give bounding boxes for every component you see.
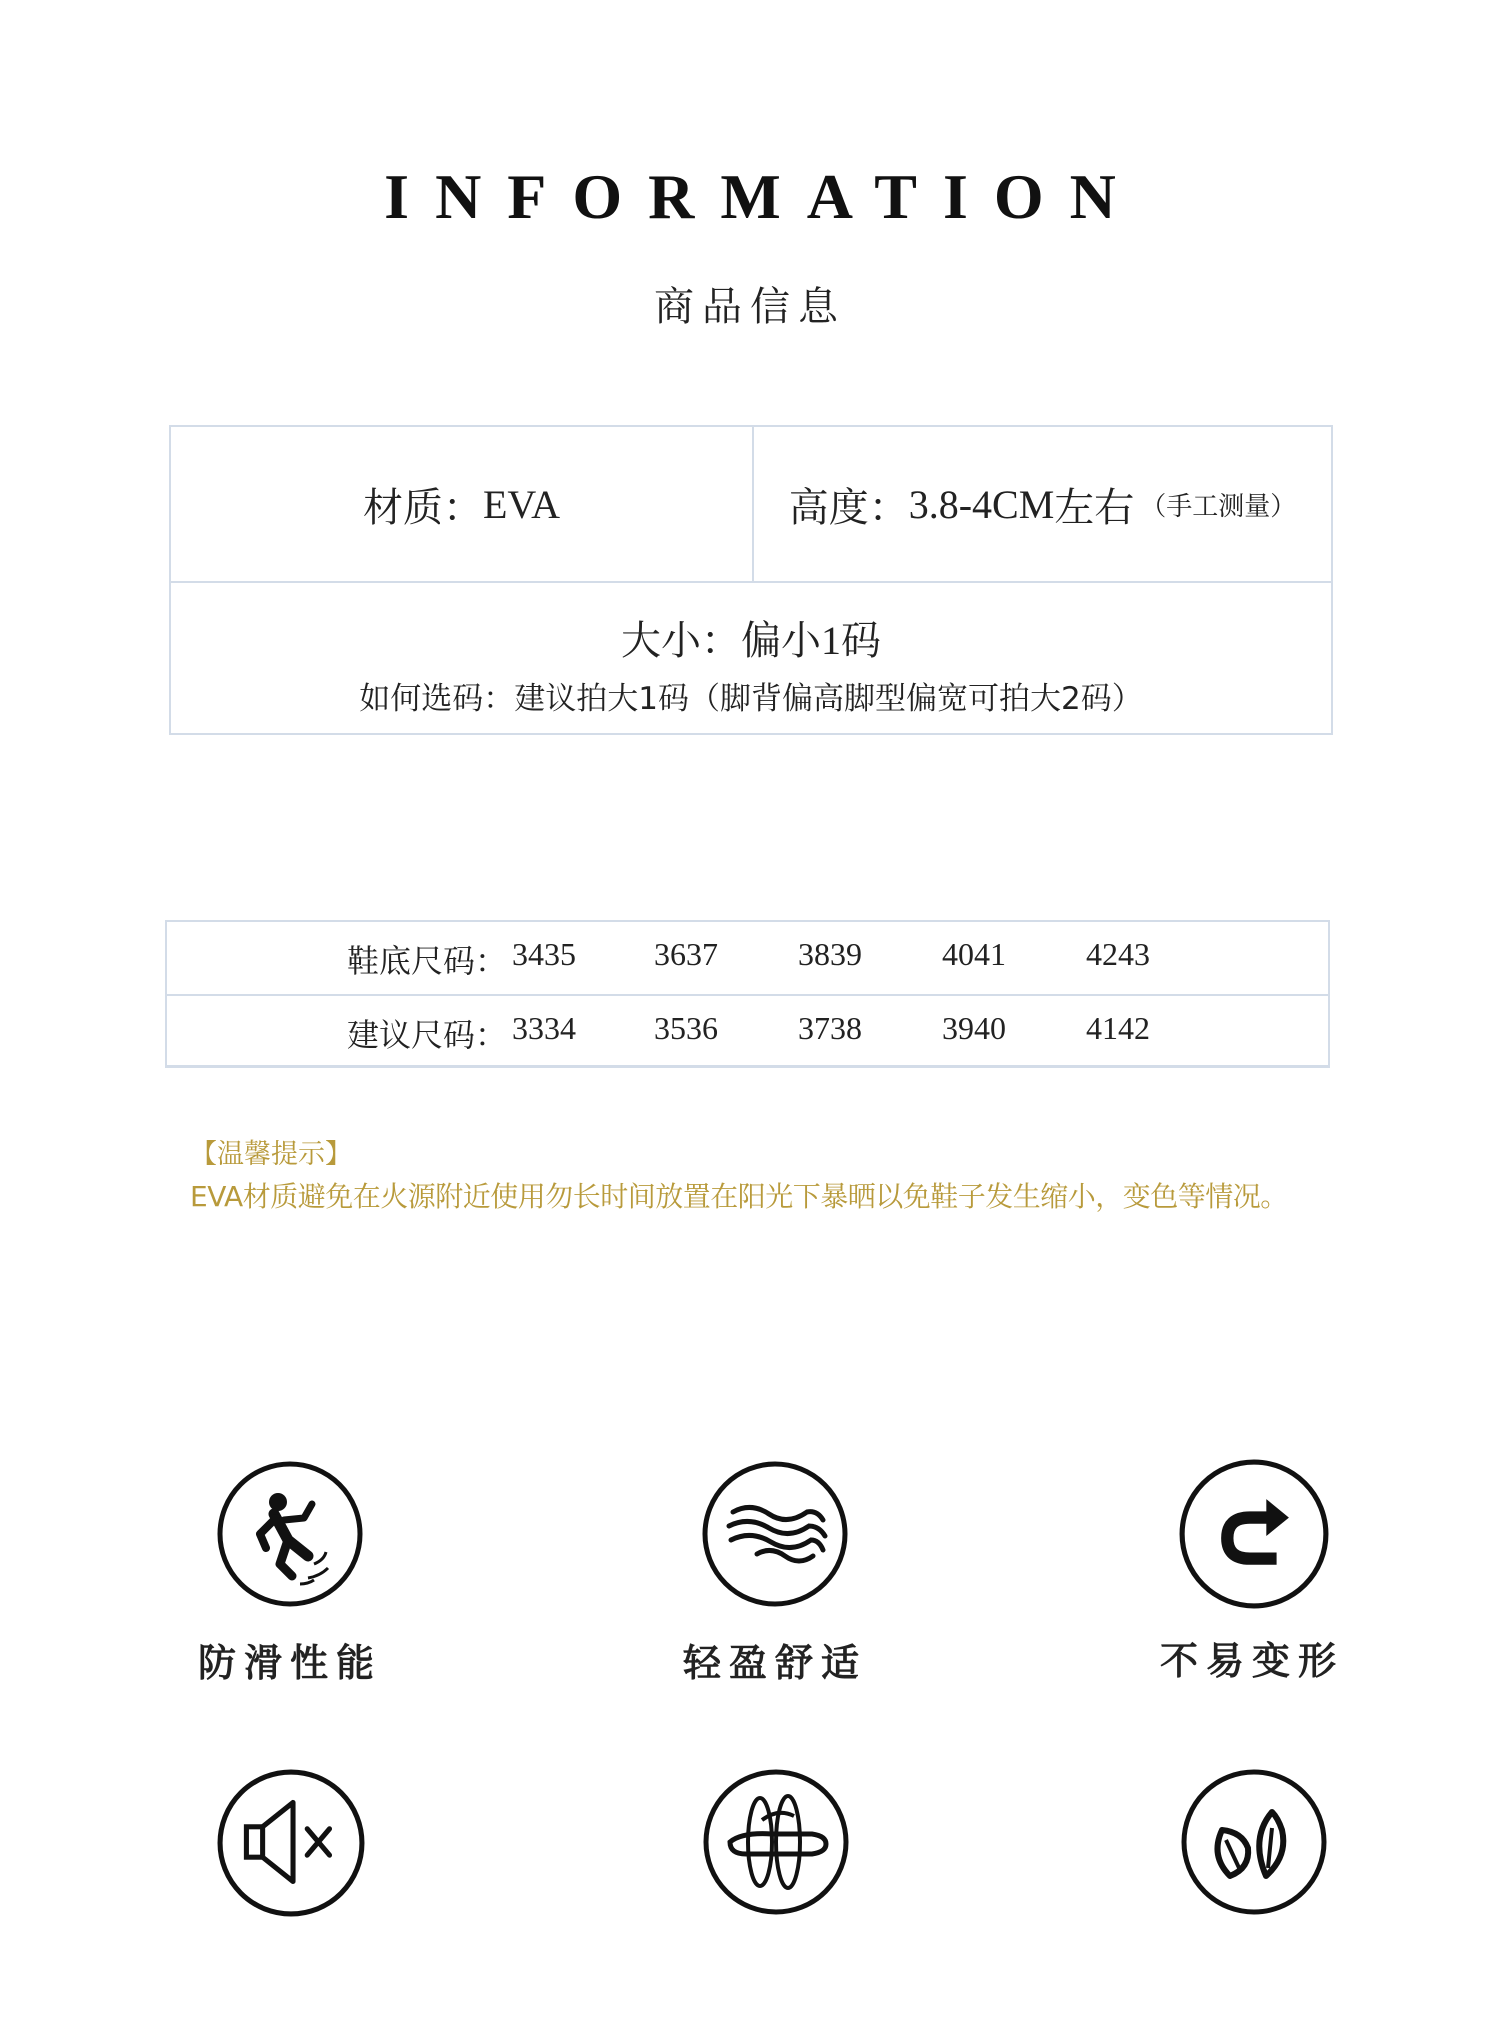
info-row-size	[171, 583, 1331, 733]
feature-anti-slip	[140, 1460, 440, 1720]
material-value: EVA	[482, 481, 561, 527]
material-cell	[171, 427, 754, 581]
size-fit-text	[171, 609, 1331, 666]
feature-eco	[1104, 1768, 1404, 2028]
feature-flexible	[626, 1768, 926, 2028]
feature-shape-retention	[1102, 1458, 1402, 1718]
size-value: 4041	[942, 936, 1006, 972]
size-fit-suffix: 码	[841, 618, 881, 664]
size-fit-value: 1	[821, 618, 841, 663]
size-value: 3536	[654, 1010, 718, 1046]
row-label: 建议尺码：	[347, 1016, 508, 1054]
height-note: （手工测量）	[1140, 491, 1297, 522]
mute-speaker-icon	[216, 1768, 366, 1918]
tip-body: EVA材质避免在火源附近使用勿长时间放置在阳光下暴晒以免鞋子发生缩小，变色等情况。	[190, 1180, 1288, 1213]
info-row-material-height	[171, 427, 1331, 583]
tip-title: 【温馨提示】	[190, 1139, 352, 1170]
size-value: 3435	[512, 936, 576, 972]
height-value: 3.8-4CM	[908, 481, 1055, 527]
size-value: 3637	[654, 936, 718, 972]
feature-label: 不易变形	[1159, 1639, 1344, 1683]
page-title: INFORMATION	[384, 161, 1142, 232]
leaf-icon	[1180, 1768, 1328, 1916]
table-row	[167, 922, 1328, 996]
size-fit-label: 大小：偏小	[621, 618, 821, 664]
feature-label: 防滑性能	[197, 1641, 382, 1685]
product-info-table	[169, 425, 1333, 735]
table-row	[167, 996, 1328, 1068]
flexible-sole-icon	[702, 1768, 850, 1916]
size-value: 4243	[1086, 936, 1150, 972]
feature-silent	[140, 1768, 440, 2028]
feature-label: 轻盈舒适	[682, 1641, 867, 1685]
return-arrow-icon	[1178, 1458, 1330, 1610]
page-subtitle: 商品信息	[654, 284, 846, 330]
height-cell	[754, 427, 1331, 581]
size-advice-text: 如何选码：建议拍大1码（脚背偏高脚型偏宽可拍大2码）	[359, 681, 1143, 717]
waves-icon	[701, 1460, 849, 1608]
size-table	[165, 920, 1330, 1068]
size-value: 4142	[1086, 1010, 1150, 1046]
height-suffix: 左右	[1054, 484, 1135, 531]
material-label: 材质：	[362, 484, 483, 531]
size-value: 3839	[798, 936, 862, 972]
height-label: 高度：	[788, 484, 909, 531]
size-value: 3940	[942, 1010, 1006, 1046]
size-value: 3334	[512, 1010, 576, 1046]
row-label: 鞋底尺码：	[347, 942, 508, 980]
feature-lightweight	[625, 1460, 925, 1720]
size-value: 3738	[798, 1010, 862, 1046]
slip-person-icon	[216, 1460, 364, 1608]
